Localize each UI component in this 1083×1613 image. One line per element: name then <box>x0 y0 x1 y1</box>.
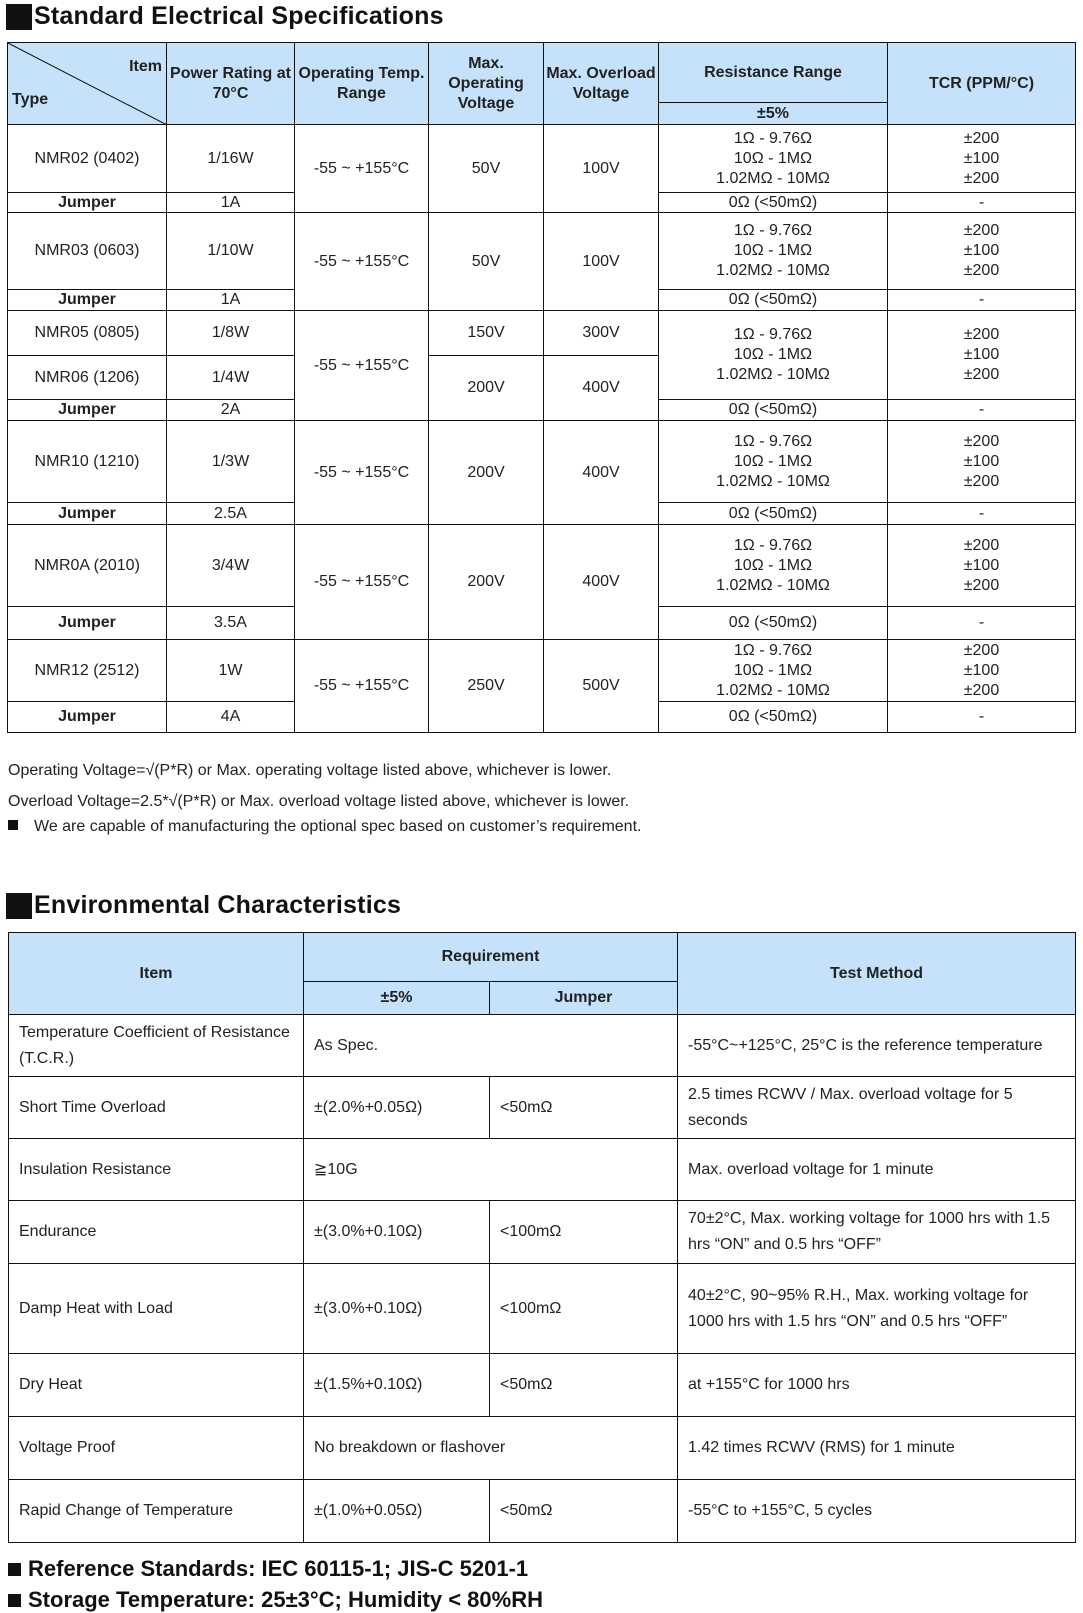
resistance-line: 1.02MΩ - 10MΩ <box>716 169 830 187</box>
tcr-cell <box>888 213 1076 290</box>
resistance-line: 10Ω - 1MΩ <box>733 452 813 470</box>
power-cell: 1/3W <box>167 421 295 503</box>
requirement-merged-cell: ≧10G <box>304 1139 678 1201</box>
power-cell: 1/16W <box>167 125 295 193</box>
tcr-cell <box>888 311 1076 400</box>
env-item-cell: Rapid Change of Temperature <box>9 1480 304 1543</box>
max-op-cell: 50V <box>429 125 544 213</box>
title-square-icon <box>6 4 32 30</box>
resistance-line: 1.02MΩ - 10MΩ <box>716 262 830 279</box>
type-cell: NMR03 (0603) <box>8 213 167 290</box>
table-row <box>9 1480 1076 1543</box>
temp-cell: -55 ~ +155°C <box>295 525 429 640</box>
tcr-line: ±200 <box>963 169 1000 187</box>
temp-cell: -55 ~ +155°C <box>295 311 429 421</box>
env-item-cell: Damp Heat with Load <box>9 1264 304 1354</box>
env-item-cell: Dry Heat <box>9 1354 304 1417</box>
jumper-label: Jumper <box>8 290 167 311</box>
test-method-cell: -55°C~+125°C, 25°C is the reference temperature <box>678 1015 1076 1077</box>
test-method-cell: 70±2°C, Max. working voltage for 1000 hrs with 1.5 hrs “ON” and 0.5 hrs “OFF” <box>678 1201 1076 1264</box>
tcr-line: ±100 <box>963 242 1000 259</box>
temp-range-header: Operating Temp. Range <box>295 43 429 125</box>
jumper-cell: <100mΩ <box>490 1264 678 1354</box>
env-title-text: Environmental Characteristics <box>34 891 402 919</box>
bullet-square-icon <box>8 1594 21 1607</box>
table-row <box>9 1077 1076 1139</box>
jumper-power: 2A <box>167 400 295 421</box>
sqrt-icon: √ <box>145 762 155 779</box>
diagonal-line <box>8 43 167 125</box>
tcr-line: ±200 <box>963 432 1000 450</box>
operating-voltage-note <box>8 762 611 780</box>
note-text: Overload Voltage=2.5* <box>8 793 169 810</box>
tcr-line: ±200 <box>963 641 1000 659</box>
jumper-resistance: 0Ω (<50mΩ) <box>659 702 888 733</box>
table-row <box>8 525 1076 607</box>
jumper-power: 1A <box>167 290 295 311</box>
resistance-cell <box>659 125 888 193</box>
overload-voltage-note <box>8 793 629 811</box>
jumper-power: 2.5A <box>167 503 295 525</box>
max-ov-cell: 400V <box>544 356 659 421</box>
tcr-line: ±100 <box>963 661 1000 679</box>
jumper-resistance: 0Ω (<50mΩ) <box>659 503 888 525</box>
resistance-range-header: Resistance Range <box>659 43 888 103</box>
jumper-cell: <50mΩ <box>490 1354 678 1417</box>
resistance-line: 1Ω - 9.76Ω <box>733 536 813 554</box>
jumper-label: Jumper <box>8 607 167 640</box>
resistance-line: 1Ω - 9.76Ω <box>733 641 813 659</box>
bullet-square-icon <box>8 1563 21 1576</box>
max-operating-voltage-header: Max. Operating Voltage <box>429 43 544 125</box>
type-cell: NMR10 (1210) <box>8 421 167 503</box>
environmental-table <box>8 932 1076 1543</box>
resistance-line: 10Ω - 1MΩ <box>733 556 813 574</box>
jumper-tcr: - <box>888 400 1076 421</box>
tcr-line: ±200 <box>963 576 1000 594</box>
jumper-label: Jumper <box>8 193 167 213</box>
tcr-line: ±200 <box>963 326 1000 343</box>
tcr-cell <box>888 421 1076 503</box>
jumper-label: Jumper <box>8 702 167 733</box>
resistance-line: 10Ω - 1MΩ <box>733 661 813 679</box>
resistance-line: 10Ω - 1MΩ <box>733 242 813 259</box>
resistance-cell <box>659 213 888 290</box>
resistance-line: 1Ω - 9.76Ω <box>733 326 813 343</box>
test-method-header: Test Method <box>678 933 1076 1015</box>
resistance-line: 10Ω - 1MΩ <box>733 149 813 167</box>
spec-title-text: Standard Electrical Specifications <box>34 2 444 30</box>
max-ov-cell: 400V <box>544 525 659 640</box>
table-row <box>8 311 1076 356</box>
resistance-line: 10Ω - 1MΩ <box>733 346 813 363</box>
sqrt-icon: √ <box>168 793 178 810</box>
env-section-title <box>6 891 401 920</box>
requirement-merged-cell: No breakdown or flashover <box>304 1417 678 1480</box>
table-row <box>9 1354 1076 1417</box>
tcr-line: ±100 <box>963 452 1000 470</box>
power-cell: 1/4W <box>167 356 295 400</box>
jumper-power: 3.5A <box>167 607 295 640</box>
tcr-line: ±200 <box>963 366 1000 383</box>
note-text: (P*R) or Max. overload voltage listed above, whichever is lower. <box>177 793 630 810</box>
test-method-cell: Max. overload voltage for 1 minute <box>678 1139 1076 1201</box>
table-row <box>8 125 1076 193</box>
jumper-tcr: - <box>888 503 1076 525</box>
storage-conditions-text: Storage Temperature: 25±3°C; Humidity < 80%RH <box>28 1587 543 1612</box>
jumper-resistance: 0Ω (<50mΩ) <box>659 290 888 311</box>
power-cell: 1W <box>167 640 295 702</box>
type-cell: NMR02 (0402) <box>8 125 167 193</box>
power-cell: 1/8W <box>167 311 295 356</box>
table-row <box>9 1201 1076 1264</box>
tolerance-cell: ±(3.0%+0.10Ω) <box>304 1201 490 1264</box>
max-ov-cell: 400V <box>544 421 659 525</box>
tcr-line: ±100 <box>963 149 1000 167</box>
electrical-spec-table <box>7 42 1076 733</box>
tcr-line: ±100 <box>963 556 1000 574</box>
jumper-resistance: 0Ω (<50mΩ) <box>659 193 888 213</box>
jumper-cell: <50mΩ <box>490 1480 678 1543</box>
resistance-line: 1.02MΩ - 10MΩ <box>716 576 830 594</box>
temp-cell: -55 ~ +155°C <box>295 125 429 213</box>
jumper-label: Jumper <box>8 400 167 421</box>
jumper-cell: <50mΩ <box>490 1077 678 1139</box>
tcr-line: ±200 <box>963 262 1000 279</box>
max-op-cell: 200V <box>429 421 544 525</box>
env-item-cell: Short Time Overload <box>9 1077 304 1139</box>
storage-conditions <box>8 1587 543 1613</box>
tcr-line: ±200 <box>963 536 1000 554</box>
max-op-cell: 150V <box>429 311 544 356</box>
note-text: We are capable of manufacturing the optional spec based on customer’s requirement. <box>34 818 642 835</box>
note-text: Operating Voltage= <box>8 762 146 779</box>
max-ov-cell: 500V <box>544 640 659 733</box>
jumper-tcr: - <box>888 290 1076 311</box>
item-type-header <box>8 43 167 125</box>
jumper-resistance: 0Ω (<50mΩ) <box>659 400 888 421</box>
temp-cell: -55 ~ +155°C <box>295 421 429 525</box>
max-op-cell: 200V <box>429 525 544 640</box>
max-ov-cell: 100V <box>544 213 659 311</box>
test-method-cell: 1.42 times RCWV (RMS) for 1 minute <box>678 1417 1076 1480</box>
tolerance-cell: ±(3.0%+0.10Ω) <box>304 1264 490 1354</box>
tolerance-cell: ±(1.5%+0.10Ω) <box>304 1354 490 1417</box>
reference-standards <box>8 1556 528 1582</box>
jumper-label: Jumper <box>8 503 167 525</box>
title-square-icon <box>6 893 32 919</box>
tcr-line: ±200 <box>963 472 1000 490</box>
tolerance-cell: ±(1.0%+0.05Ω) <box>304 1480 490 1543</box>
jumper-tcr: - <box>888 607 1076 640</box>
table-row <box>8 213 1076 290</box>
tolerance-header: ±5% <box>304 982 490 1015</box>
tcr-line: ±200 <box>963 129 1000 147</box>
tcr-line: ±100 <box>963 346 1000 363</box>
max-op-cell: 250V <box>429 640 544 733</box>
power-rating-header: Power Rating at 70°C <box>167 43 295 125</box>
env-item-header: Item <box>9 933 304 1015</box>
env-item-cell: Voltage Proof <box>9 1417 304 1480</box>
max-op-cell: 50V <box>429 213 544 311</box>
requirement-merged-cell: As Spec. <box>304 1015 678 1077</box>
resistance-cell <box>659 640 888 702</box>
reference-standards-text: Reference Standards: IEC 60115-1; JIS-C 5201-1 <box>28 1556 529 1581</box>
resistance-line: 1Ω - 9.76Ω <box>733 129 813 147</box>
jumper-power: 1A <box>167 193 295 213</box>
type-cell: NMR06 (1206) <box>8 356 167 400</box>
env-item-cell: Endurance <box>9 1201 304 1264</box>
power-cell: 1/10W <box>167 213 295 290</box>
jumper-tcr: - <box>888 193 1076 213</box>
tolerance-cell: ±(2.0%+0.05Ω) <box>304 1077 490 1139</box>
table-row <box>9 1264 1076 1354</box>
max-op-cell: 200V <box>429 356 544 421</box>
resistance-line: 1.02MΩ - 10MΩ <box>716 366 830 383</box>
table-row <box>9 1417 1076 1480</box>
env-item-cell: Insulation Resistance <box>9 1139 304 1201</box>
test-method-cell: 40±2°C, 90~95% R.H., Max. working voltage for 1000 hrs with 1.5 hrs “ON” and 0.5 hrs “OFF” <box>678 1264 1076 1354</box>
max-ov-cell: 100V <box>544 125 659 213</box>
resistance-cell <box>659 525 888 607</box>
resistance-tolerance-header: ±5% <box>659 103 888 125</box>
type-cell: NMR0A (2010) <box>8 525 167 607</box>
requirement-header: Requirement <box>304 933 678 982</box>
resistance-line: 1.02MΩ - 10MΩ <box>716 472 830 490</box>
jumper-cell: <100mΩ <box>490 1201 678 1264</box>
temp-cell: -55 ~ +155°C <box>295 213 429 311</box>
test-method-cell: at +155°C for 1000 hrs <box>678 1354 1076 1417</box>
bullet-square-icon <box>8 820 18 830</box>
table-row <box>9 1139 1076 1201</box>
type-cell: NMR05 (0805) <box>8 311 167 356</box>
resistance-line: 1Ω - 9.76Ω <box>733 222 813 239</box>
resistance-line: 1Ω - 9.76Ω <box>733 432 813 450</box>
max-overload-voltage-header: Max. Overload Voltage <box>544 43 659 125</box>
capability-note <box>8 818 641 836</box>
note-text: (P*R) or Max. operating voltage listed above, whichever is lower. <box>154 762 612 779</box>
tcr-cell <box>888 125 1076 193</box>
max-ov-cell: 300V <box>544 311 659 356</box>
test-method-cell: -55°C to +155°C, 5 cycles <box>678 1480 1076 1543</box>
power-cell: 3/4W <box>167 525 295 607</box>
jumper-power: 4A <box>167 702 295 733</box>
table-row <box>8 640 1076 702</box>
tcr-line: ±200 <box>963 681 1000 699</box>
test-method-cell: 2.5 times RCWV / Max. overload voltage for 5 seconds <box>678 1077 1076 1139</box>
resistance-cell <box>659 421 888 503</box>
jumper-tcr: - <box>888 702 1076 733</box>
item-header-label: Item <box>129 58 162 75</box>
tcr-line: ±200 <box>963 222 1000 239</box>
type-cell: NMR12 (2512) <box>8 640 167 702</box>
tcr-cell <box>888 525 1076 607</box>
jumper-resistance: 0Ω (<50mΩ) <box>659 607 888 640</box>
spec-section-title <box>6 2 444 31</box>
tcr-header: TCR (PPM/°C) <box>888 43 1076 125</box>
type-header-label: Type <box>12 91 49 108</box>
resistance-cell <box>659 311 888 400</box>
tcr-cell <box>888 640 1076 702</box>
resistance-line: 1.02MΩ - 10MΩ <box>716 681 830 699</box>
table-row <box>8 421 1076 503</box>
env-item-cell: Temperature Coefficient of Resistance (T.C.R.) <box>9 1015 304 1077</box>
temp-cell: -55 ~ +155°C <box>295 640 429 733</box>
jumper-header: Jumper <box>490 982 678 1015</box>
table-row <box>9 1015 1076 1077</box>
